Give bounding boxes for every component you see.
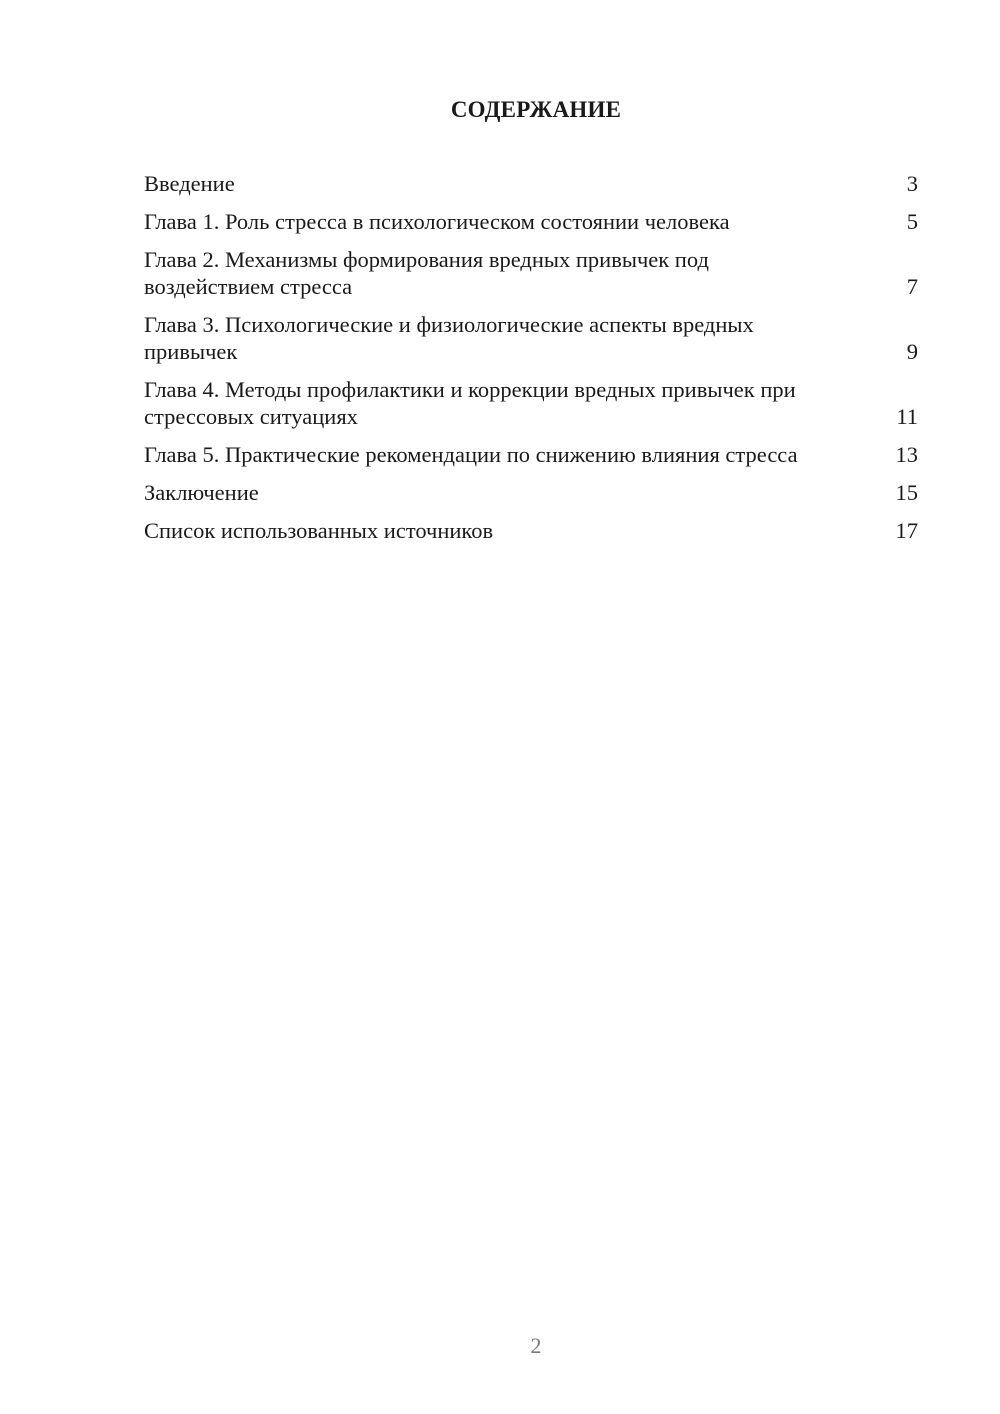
toc-entry-text: Глава 5. Практические рекомендации по снижению влияния стресса [144,442,798,467]
toc-entry-text: Заключение [144,480,259,505]
toc-entry-page: 15 [895,480,918,505]
page-number: 2 [530,1333,542,1358]
toc-entry-references [144,517,918,544]
toc-entry-introduction [144,170,918,197]
toc-entry-page: 9 [906,339,918,364]
toc-entry-chapter-4 [144,376,918,430]
toc-entry-text: Глава 1. Роль стресса в психологическом состоянии человека [144,209,730,234]
toc-entry-chapter-2 [144,246,918,300]
page-title: СОДЕРЖАНИЕ [450,97,622,122]
table-of-contents [144,170,918,555]
toc-entry-page: 11 [896,404,918,429]
toc-entry-page: 5 [906,209,918,234]
toc-entry-text: Глава 3. Психологические и физиологические аспекты вредных привычек [144,312,754,364]
toc-entry-text: Список использованных источников [144,518,494,543]
toc-entry-chapter-1 [144,208,918,235]
toc-entry-chapter-5 [144,441,918,468]
toc-entry-page: 13 [895,442,918,467]
toc-entry-conclusion [144,479,918,506]
toc-entry-page: 3 [906,171,918,196]
toc-entry-chapter-3 [144,311,918,365]
toc-entry-text: Глава 2. Механизмы формирования вредных привычек под воздействием стресса [144,247,709,299]
toc-entry-text: Глава 4. Методы профилактики и коррекции вредных привычек при стрессовых ситуациях [144,377,796,429]
toc-entry-page: 7 [906,274,918,299]
toc-entry-page: 17 [895,518,918,543]
toc-entry-text: Введение [144,171,235,196]
